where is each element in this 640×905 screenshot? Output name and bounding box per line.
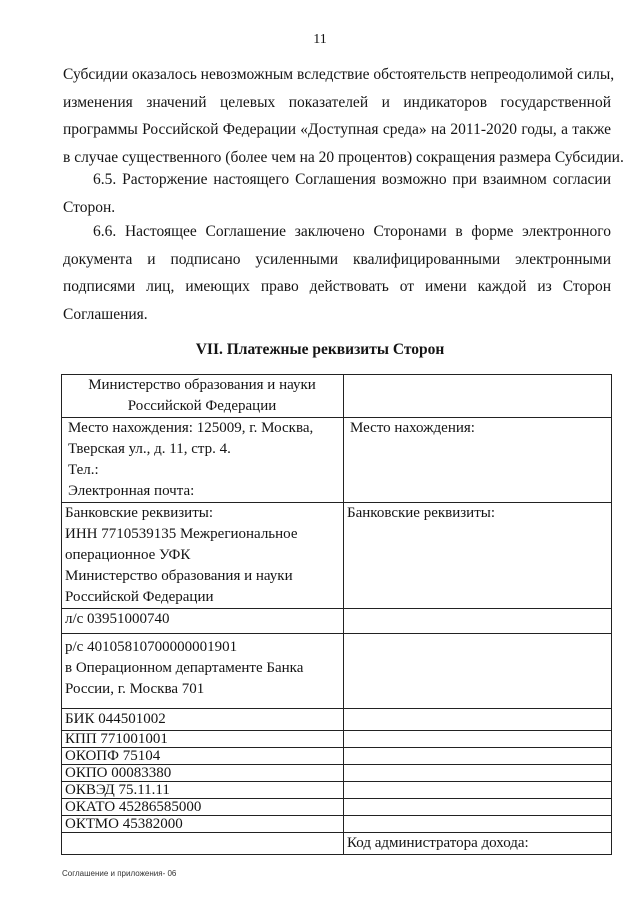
okved-cell-right: [344, 782, 612, 799]
ls-cell-right: [344, 609, 612, 634]
oktmo-cell-right: [344, 816, 612, 833]
empty-cell-left: [62, 833, 344, 855]
okved-cell: ОКВЭД 75.11.11: [62, 782, 344, 799]
table-row: [62, 709, 612, 731]
kpp-cell: КПП 771001001: [62, 731, 344, 748]
bank-cell-left: [62, 503, 344, 609]
bank-label: Банковские реквизиты:: [347, 505, 496, 521]
bank-line: ИНН 7710539135 Межрегиональное: [65, 526, 298, 542]
rs-cell-right: [344, 634, 612, 709]
table-row: [62, 782, 612, 799]
bank-line: Банковские реквизиты:: [65, 505, 214, 521]
oktmo-cell: ОКТМО 45382000: [62, 816, 344, 833]
payment-details-table: [61, 374, 612, 855]
okpo-cell-right: [344, 765, 612, 782]
table-row: [62, 765, 612, 782]
page-number: 11: [313, 32, 327, 47]
address-cell-left: [62, 418, 344, 503]
org-name-line: Российской Федерации: [127, 398, 277, 414]
table-row: [62, 503, 612, 609]
org-name-line: Министерство образования и науки: [88, 377, 316, 393]
address-cell-right: [344, 418, 612, 503]
table-row: [62, 816, 612, 833]
okopf-cell-right: [344, 748, 612, 765]
text-line: программы Российской Федерации «Доступная среда» на 2011-2020 годы, а также: [63, 121, 611, 138]
text-line: 6.5. Расторжение настоящего Соглашения возможно при взаимном согласии: [93, 171, 611, 188]
org-name-cell-right: [344, 375, 612, 418]
text-line: подписями лиц, имеющих право действовать от имени каждой из Сторон: [63, 278, 611, 295]
paragraph-6-5: [63, 166, 611, 221]
text-line: в случае существенного (более чем на 20 процентов) сокращения размера Субсидии.: [63, 148, 624, 166]
text-line: 6.6. Настоящее Соглашение заключено Сторонами в форме электронного: [93, 223, 611, 240]
table-row: [62, 634, 612, 709]
text-line: Сторон.: [63, 198, 116, 216]
address-label: Место нахождения:: [350, 420, 475, 436]
table-row: [62, 609, 612, 634]
table-row: [62, 375, 612, 418]
bank-cell-right: [344, 503, 612, 609]
bik-cell: БИК 044501002: [62, 709, 344, 731]
rs-line: России, г. Москва 701: [65, 681, 205, 697]
text-line: Субсидии оказалось невозможным вследствие обстоятельств непреодолимой силы,: [63, 66, 615, 83]
bank-line: Министерство образования и науки: [65, 568, 293, 584]
ls-cell: л/с 03951000740: [62, 609, 344, 634]
okato-cell-right: [344, 799, 612, 816]
bank-line: Российской Федерации: [65, 589, 214, 605]
address-line: Место нахождения: 125009, г. Москва,: [68, 420, 314, 436]
text-line: Соглашения.: [63, 305, 148, 323]
footer-note: Соглашение и приложения- 06: [62, 869, 177, 878]
okato-cell: ОКАТО 45286585000: [62, 799, 344, 816]
okopf-cell: ОКОПФ 75104: [62, 748, 344, 765]
address-line: Тверская ул., д. 11, стр. 4.: [68, 441, 231, 457]
table-row: [62, 748, 612, 765]
org-name-cell: [62, 375, 344, 418]
section-title: VII. Платежные реквизиты Сторон: [195, 341, 445, 358]
table-row: [62, 833, 612, 855]
rs-line: в Операционном департаменте Банка: [65, 660, 304, 676]
bik-cell-right: [344, 709, 612, 731]
table-row: [62, 731, 612, 748]
bank-line: операционное УФК: [65, 547, 191, 563]
phone-label: Тел.:: [68, 462, 99, 478]
table-row: [62, 799, 612, 816]
text-line: документа и подписано усиленными квалифицированными электронными: [63, 250, 611, 268]
okpo-cell: ОКПО 00083380: [62, 765, 344, 782]
kpp-cell-right: [344, 731, 612, 748]
text-line: изменения значений целевых показателей и индикаторов государственной: [63, 93, 611, 111]
rs-cell: [62, 634, 344, 709]
email-label: Электронная почта:: [68, 483, 195, 499]
revenue-admin-code-cell: Код администратора дохода:: [344, 833, 612, 855]
paragraph-subsidy-continuation: [63, 61, 624, 171]
paragraph-6-6: [63, 218, 611, 328]
table-row: [62, 418, 612, 503]
rs-line: р/с 40105810700000001901: [65, 639, 238, 655]
